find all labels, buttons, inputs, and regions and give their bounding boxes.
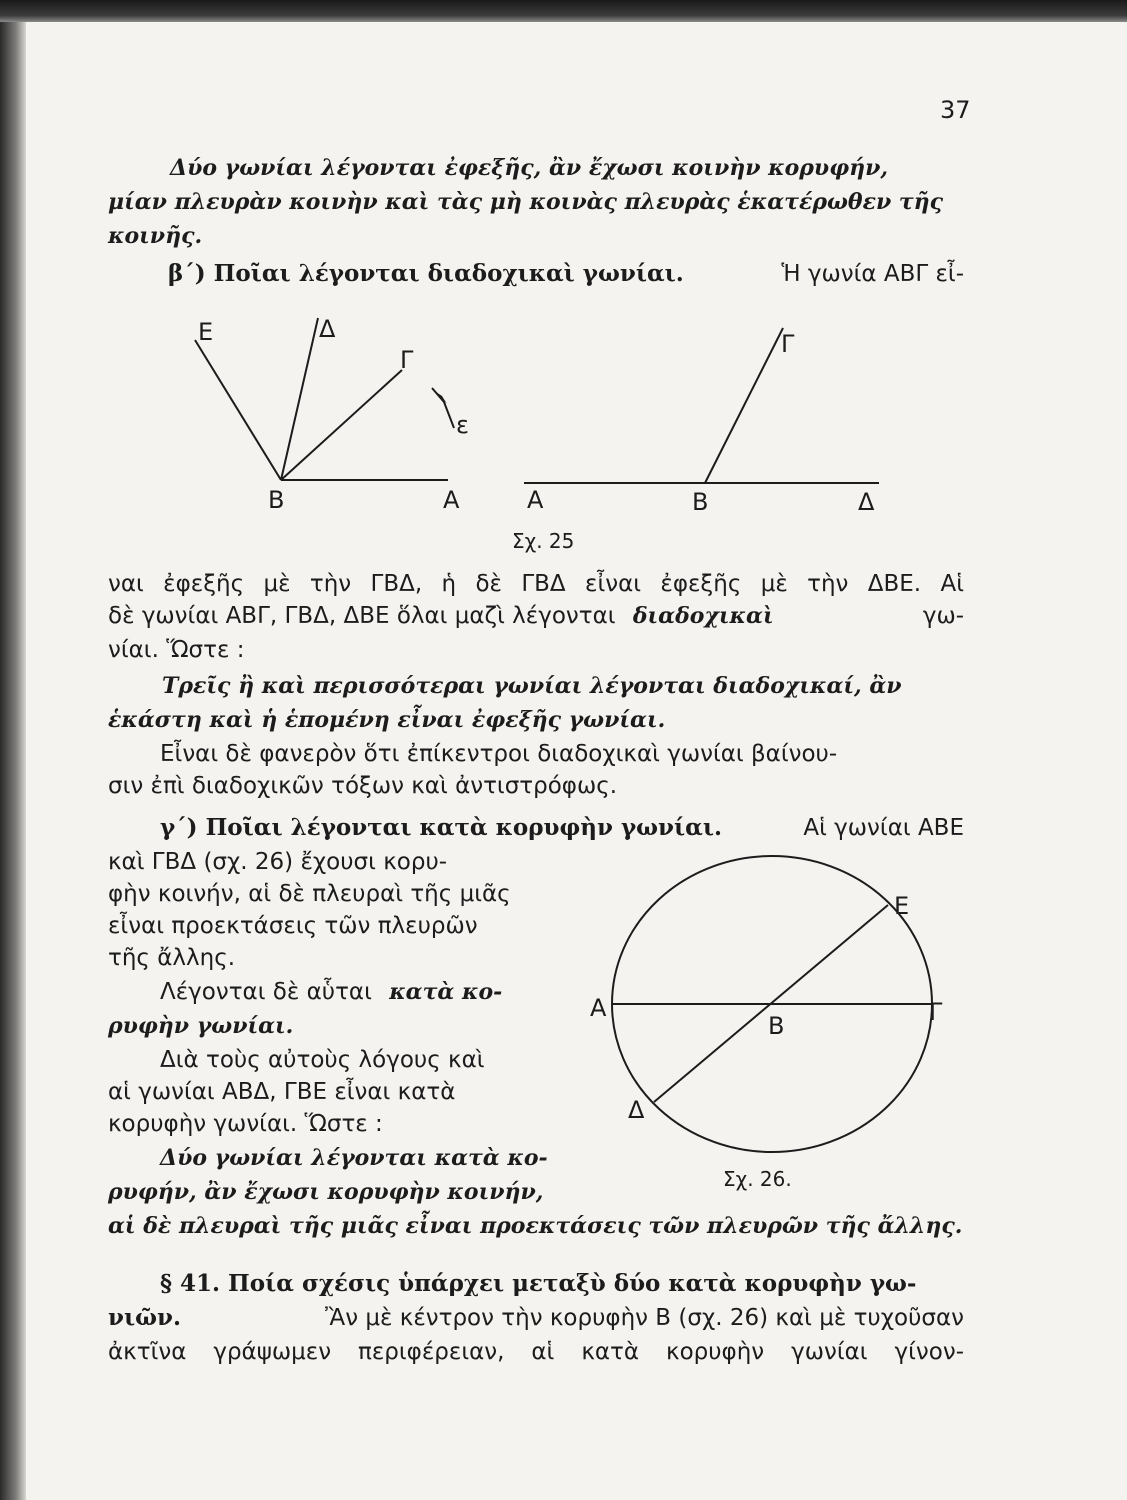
label-a: Α <box>443 486 460 514</box>
definition-line: Δύο γωνίαι λέγονται ἐφεξῆς, ἂν ἔχωσι κοινὴν κορυφήν, <box>170 155 889 181</box>
body-text: Ἡ γωνία ΑΒΓ εἶ- <box>781 261 964 287</box>
figure-26-caption: Σχ. 26. <box>723 1167 792 1191</box>
label-e: Ε <box>198 318 214 346</box>
section-41-heading: § 41. Ποία σχέσις ὑπάρχει μεταξὺ δύο κατὰ κορυφὴν γω- <box>160 1270 917 1297</box>
page-number: 37 <box>940 96 971 124</box>
body-text: γω- <box>922 603 964 629</box>
definition-line: Τρεῖς ἢ καὶ περισσότεραι γωνίαι λέγονται διαδοχικαί, ἂν <box>162 673 902 699</box>
body-text: Αἱ γωνίαι ΑΒΕ <box>803 815 964 841</box>
body-text: δὲ γωνίαι ΑΒΓ, ΓΒΔ, ΔΒΕ ὅλαι μαζὶ λέγονται <box>108 603 616 629</box>
definition-line: ρυφήν, ἂν ἔχωσι κορυφὴν κοινήν, <box>108 1179 544 1205</box>
definition-line: μίαν πλευρὰν κοινὴν καὶ τὰς μὴ κοινὰς πλευρὰς ἑκατέρωθεν τῆς <box>108 189 944 215</box>
body-line: νίαι. Ὥστε : <box>108 637 245 663</box>
label-d-right: Δ <box>858 488 875 516</box>
body-line: Διὰ τοὺς αὐτοὺς λόγους καὶ <box>160 1047 485 1073</box>
body-line: Εἶναι δὲ φανερὸν ὅτι ἐπίκεντροι διαδοχικαὶ γωνίαι βαίνου- <box>160 741 838 767</box>
ray-bg <box>281 370 402 480</box>
body-line <box>108 1302 964 1334</box>
definition-line: Δύο γωνίαι λέγονται κατὰ κο- <box>160 1145 548 1171</box>
emphasis-term: κατὰ κο- <box>389 979 503 1005</box>
label-b-26: Β <box>768 1012 785 1040</box>
definition-line: ἑκάστη καὶ ἡ ἑπομένη εἶναι ἐφεξῆς γωνίαι. <box>108 707 666 733</box>
label-b-right: Β <box>692 488 709 516</box>
body-line: τῆς ἄλλης. <box>108 945 236 971</box>
emphasis-term: διαδοχικαὶ <box>632 603 774 629</box>
body-text: Λέγονται δὲ αὗται <box>160 979 372 1005</box>
body-line: κορυφὴν γωνίαι. Ὥστε : <box>108 1111 383 1137</box>
label-g: Γ <box>400 346 414 374</box>
label-a-26: Α <box>590 994 607 1022</box>
label-g-right: Γ <box>781 330 795 358</box>
figure-25 <box>195 318 879 483</box>
section-heading-line <box>160 812 964 844</box>
arrowhead <box>436 392 447 404</box>
figure-25-caption: Σχ. 25 <box>512 529 575 553</box>
definition-line: κοινῆς. <box>108 223 203 249</box>
label-epsilon: ε <box>456 411 469 439</box>
section-41-heading-end: νιῶν. <box>108 1304 181 1331</box>
body-line: ἀκτῖνα γράψωμεν περιφέρειαν, αἱ κατὰ κορυφὴν γωνίαι γίνον- <box>108 1339 964 1365</box>
arc-arrow <box>432 388 454 428</box>
emphasis-term: ρυφὴν γωνίαι. <box>108 1013 294 1039</box>
label-b: Β <box>268 486 285 514</box>
body-line: αἱ γωνίαι ΑΒΔ, ΓΒΕ εἶναι κατὰ <box>108 1079 456 1105</box>
body-line <box>108 600 964 632</box>
label-d-26: Δ <box>628 1096 645 1124</box>
body-line: φὴν κοινήν, αἱ δὲ πλευραὶ τῆς μιᾶς <box>108 881 511 907</box>
ray-bg-right <box>705 328 783 483</box>
body-line: εἶναι προεκτάσεις τῶν πλευρῶν <box>108 913 478 939</box>
definition-line: αἱ δὲ πλευραὶ τῆς μιᾶς εἶναι προεκτάσεις τῶν πλευρῶν τῆς ἄλλης. <box>108 1213 963 1239</box>
body-line: ναι ἐφεξῆς μὲ τὴν ΓΒΔ, ἡ δὲ ΓΒΔ εἶναι ἐφεξῆς μὲ τὴν ΔΒΕ. Αἱ <box>108 571 964 597</box>
ray-bd <box>281 318 318 480</box>
body-line: σιν ἐπὶ διαδοχικῶν τόξων καὶ ἀντιστρόφως. <box>108 773 618 799</box>
body-line <box>160 976 580 1008</box>
section-heading: γ΄) Ποῖαι λέγονται κατὰ κορυφὴν γωνίαι. <box>160 814 722 841</box>
label-e-26: Ε <box>894 892 910 920</box>
ray-be <box>195 340 281 480</box>
label-a-right: Α <box>527 486 544 514</box>
label-g-26: Γ <box>929 998 943 1026</box>
body-text: Ἂν μὲ κέντρον τὴν κορυφὴν Β (σχ. 26) καὶ μὲ τυχοῦσαν <box>325 1305 964 1331</box>
figure-26 <box>612 856 932 1152</box>
body-line: καὶ ΓΒΔ (σχ. 26) ἔχουσι κορυ- <box>108 849 448 875</box>
section-heading: β΄) Ποῖαι λέγονται διαδοχικαὶ γωνίαι. <box>168 260 684 287</box>
label-d: Δ <box>319 315 336 343</box>
